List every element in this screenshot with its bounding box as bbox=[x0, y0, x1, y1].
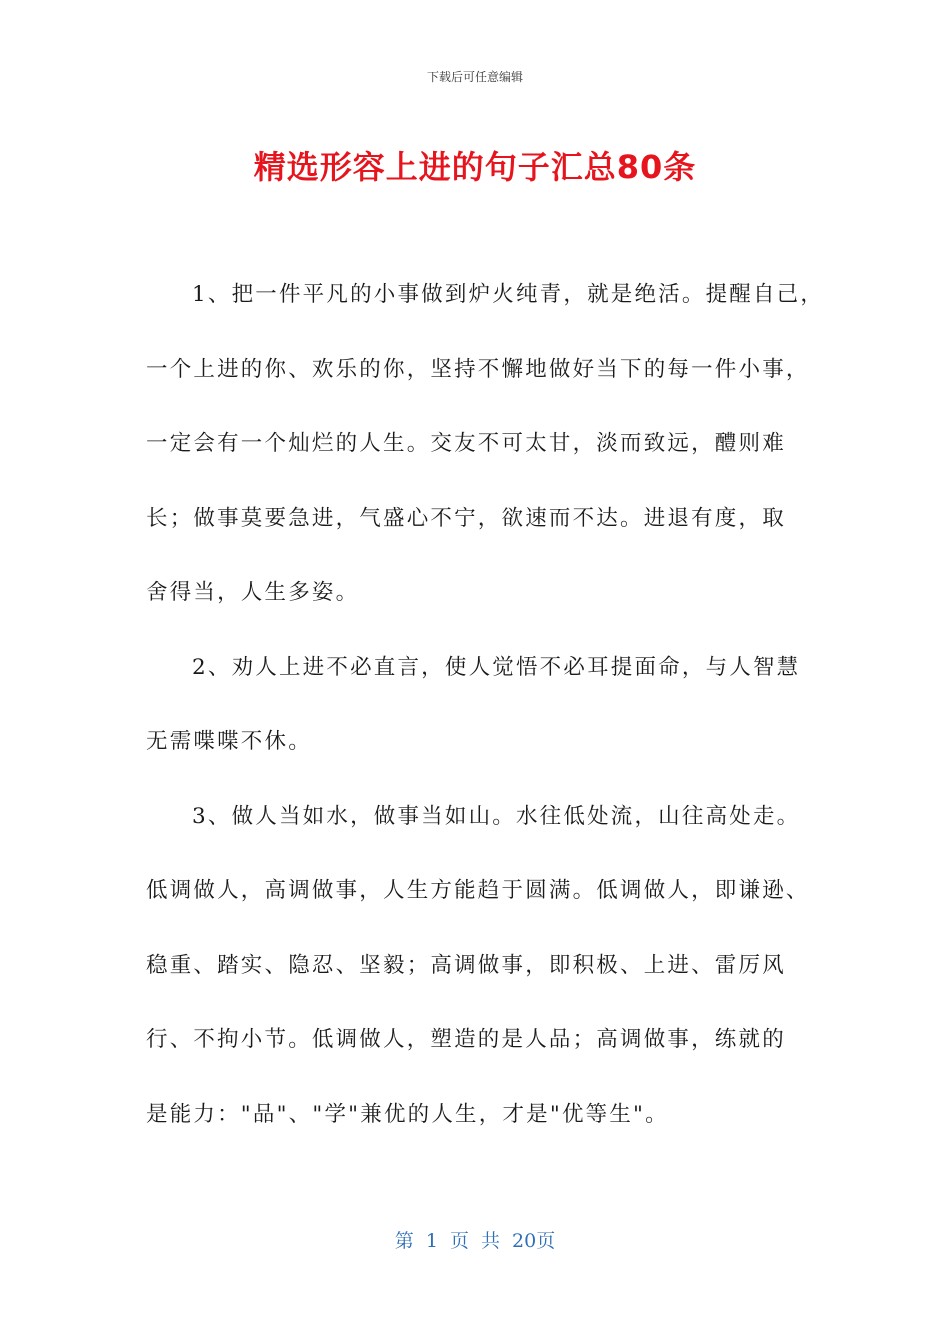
header-note: 下载后可任意编辑 bbox=[426, 70, 523, 84]
paragraph-3-line-2: 低调做人，高调做事，人生方能趋于圆满。低调做人，即谦逊、 bbox=[146, 878, 810, 903]
paragraph-2-line-1: 2、劝人上进不必直言，使人觉悟不必耳提面命，与人智慧 bbox=[192, 654, 801, 680]
paragraph-1-line-1: 1、把一件平凡的小事做到炉火纯青，就是绝活。提醒自己， bbox=[192, 282, 825, 307]
page-number-footer: 第 1 页 共 20页 bbox=[394, 1230, 556, 1252]
paragraph-1-line-2: 一个上进的你、欢乐的你，坚持不懈地做好当下的每一件小事， bbox=[146, 356, 810, 382]
document-body bbox=[146, 258, 825, 1152]
paragraph-3-line-3: 稳重、踏实、隐忍、坚毅；高调做事，即积极、上进、雷厉风 bbox=[146, 952, 786, 978]
document-title: 精选形容上进的句子汇总80条 bbox=[253, 148, 697, 186]
paragraph-1-line-3: 一定会有一个灿烂的人生。交友不可太甘，淡而致远，醴则难 bbox=[146, 431, 786, 456]
paragraph-1-line-5: 舍得当，人生多姿。 bbox=[146, 580, 360, 605]
paragraph-2-line-2: 无需喋喋不休。 bbox=[146, 729, 312, 754]
paragraph-3-line-1: 3、做人当如水，做事当如山。水往低处流，山往高处走。 bbox=[192, 803, 801, 829]
paragraph-3-line-4: 行、不拘小节。低调做人，塑造的是人品；高调做事，练就的 bbox=[146, 1027, 786, 1052]
paragraph-3-line-5: 是能力："品"、"学"兼优的人生，才是"优等生"。 bbox=[146, 1101, 669, 1127]
paragraph-1-line-4: 长；做事莫要急进，气盛心不宁，欲速而不达。进退有度，取 bbox=[146, 505, 786, 531]
